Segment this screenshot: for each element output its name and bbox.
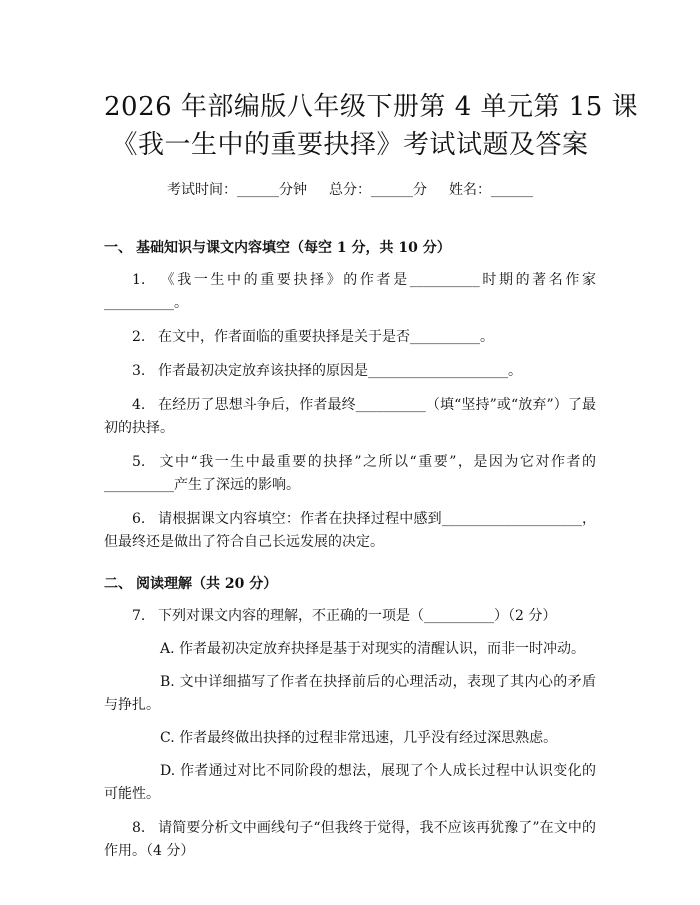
question-text: 请简要分析文中画线句子“但我终于觉得，我不应该再犹豫了”在文中的作用。（4 分） [104,820,596,859]
section-heading-2 [104,574,596,594]
question-number: 5. [132,454,146,470]
exam-total-score: 总分：______分 [329,182,427,198]
section-number: 一、 [104,240,132,256]
section-heading-1 [104,238,596,258]
question-text: 在经历了思想斗争后，作者最终__________（填“坚持”或“放弃”）了最初的抉择。 [104,397,596,436]
title-line-1: 2026 年部编版八年级下册第 4 单元第 15 课 [104,92,639,122]
question-number: 8. [132,820,146,836]
section-title: 阅读理解（共 20 分） [136,576,278,592]
question-text: 请根据课文内容填空：作者在抉择过程中感到____________________，但最终还是做出了符合自己长远发展的决定。 [104,511,596,550]
question-8 [104,817,596,863]
question-5 [104,451,596,497]
option-c: C. 作者最终做出抉择的过程非常迅速，几乎没有经过深思熟虑。 [160,730,558,746]
exam-info [104,180,596,200]
section-number: 二、 [104,576,132,592]
option-b: B. 文中详细描写了作者在抉择前后的心理活动，表现了其内心的矛盾与挣扎。 [104,674,596,713]
question-text: 文中“我一生中最重要的抉择”之所以“重要”，是因为它对作者的__________产生了深远的影响。 [104,454,596,493]
option-d: D. 作者通过对比不同阶段的想法，展现了个人成长过程中认识变化的可能性。 [104,763,596,802]
question-number: 3. [132,363,146,379]
document-title [104,88,639,164]
question-3 [104,360,596,383]
question-1 [104,269,596,315]
question-text: 作者最初决定放弃该抉择的原因是____________________。 [158,363,522,379]
exam-student-name: 姓名：______ [449,182,533,198]
question-number: 1. [132,272,146,288]
question-2 [104,326,596,349]
exam-time: 考试时间：______分钟 [167,182,307,198]
section-title: 基础知识与课文内容填空（每空 1 分，共 10 分） [136,240,451,256]
question-7 [104,605,596,628]
question-4 [104,394,596,440]
question-text: 《我一生中的重要抉择》的作者是__________时期的著名作家__________。 [104,272,596,311]
question-text: 下列对课文内容的理解，不正确的一项是（__________）（2 分） [158,608,557,624]
question-text: 在文中，作者面临的重要抉择是关于是否__________。 [158,329,494,345]
question-number: 7. [132,608,146,624]
title-line-2: 《我一生中的重要抉择》考试试题及答案 [111,130,589,160]
question-number: 6. [132,511,146,527]
option-a: A. 作者最初决定放弃抉择是基于对现实的清醒认识，而非一时冲动。 [160,641,586,657]
question-number: 4. [132,397,146,413]
question-number: 2. [132,329,146,345]
question-6 [104,508,596,554]
